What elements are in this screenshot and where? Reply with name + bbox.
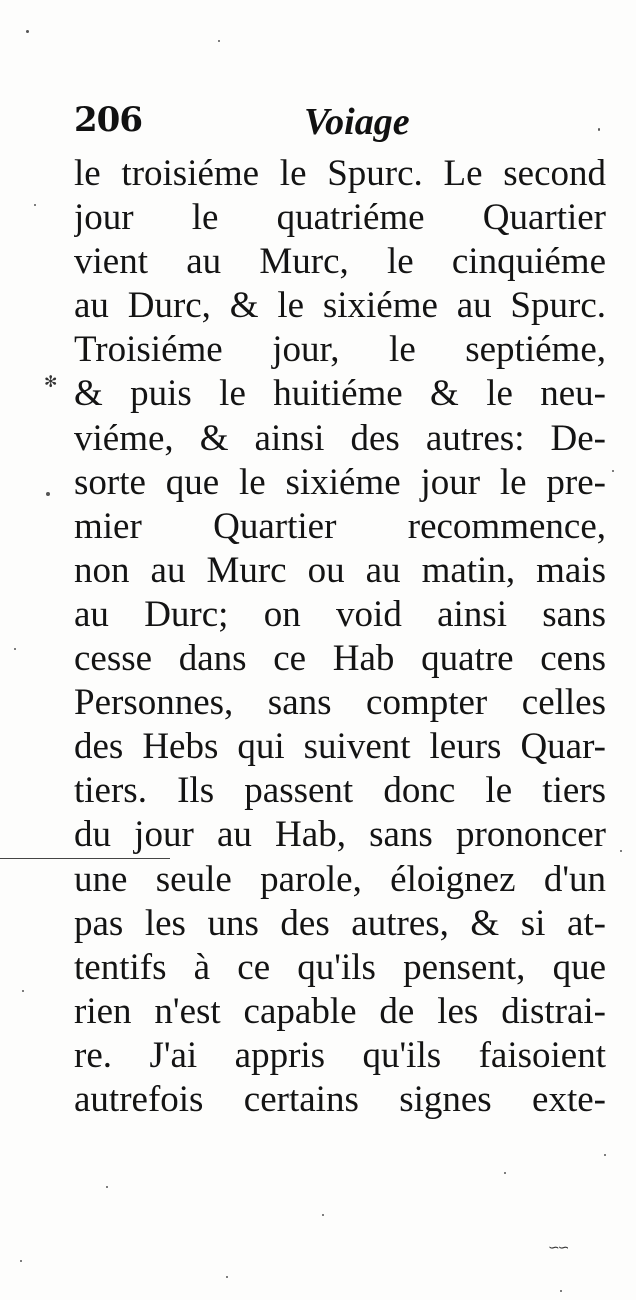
- ink-smudge: ∽∽: [548, 1240, 568, 1256]
- text-line: Troisiéme jour, le septiéme,: [74, 329, 606, 371]
- body-text: [74, 152, 606, 1122]
- dust-speck: [612, 470, 614, 472]
- dust-speck: [26, 30, 29, 33]
- page-header: [70, 100, 570, 156]
- dust-speck: [106, 1186, 108, 1188]
- running-head: Voiage: [304, 101, 410, 143]
- ink-blot: ✻: [44, 372, 58, 391]
- text-line: Personnes, sans compter celles: [74, 682, 606, 724]
- page-number: 206: [74, 100, 142, 140]
- text-line: du jour au Hab, sans prononcer: [74, 814, 606, 856]
- text-line: tentifs à ce qu'ils pensent, que: [74, 946, 606, 988]
- text-line: vient au Murc, le cinquiéme: [74, 241, 606, 283]
- text-line: & puis le huitiéme & le neu-: [74, 373, 606, 415]
- text-line: des Hebs qui suivent leurs Quar-: [74, 726, 606, 768]
- dust-speck: [504, 1172, 506, 1174]
- ruled-line: [0, 858, 170, 859]
- dust-speck: [22, 990, 24, 992]
- dust-speck: [46, 492, 50, 496]
- text-line: cesse dans ce Hab quatre cens: [74, 638, 606, 680]
- dust-speck: [226, 1276, 228, 1278]
- text-line: sorte que le sixiéme jour le pre-: [74, 461, 606, 503]
- text-line: pas les uns des autres, & si at-: [74, 902, 606, 944]
- text-line: viéme, & ainsi des autres: De-: [74, 417, 606, 459]
- text-line: tiers. Ils passent donc le tiers: [74, 770, 606, 812]
- dust-speck: [322, 1214, 324, 1216]
- text-line: rien n'est capable de les distrai-: [74, 990, 606, 1032]
- text-line: le troisiéme le Spurc. Le second: [74, 153, 606, 194]
- text-line: jour le quatriéme Quartier: [74, 197, 606, 239]
- dust-speck: [20, 1260, 22, 1262]
- dust-speck: [598, 128, 600, 131]
- text-line: autrefois certains signes exte-: [74, 1078, 606, 1120]
- dust-speck: [218, 40, 220, 42]
- dust-speck: [34, 204, 36, 206]
- text-line: non au Murc ou au matin, mais: [74, 549, 606, 591]
- text-line: au Durc, & le sixiéme au Spurc.: [74, 285, 606, 327]
- dust-speck: [560, 1290, 562, 1292]
- dust-speck: [14, 648, 16, 650]
- text-line: une seule parole, éloignez d'un: [74, 858, 606, 900]
- dust-speck: [620, 850, 622, 852]
- text-line: au Durc; on void ainsi sans: [74, 593, 606, 635]
- text-line: re. J'ai appris qu'ils faisoient: [74, 1034, 606, 1076]
- dust-speck: [604, 1154, 606, 1156]
- text-line: mier Quartier recommence,: [74, 505, 606, 547]
